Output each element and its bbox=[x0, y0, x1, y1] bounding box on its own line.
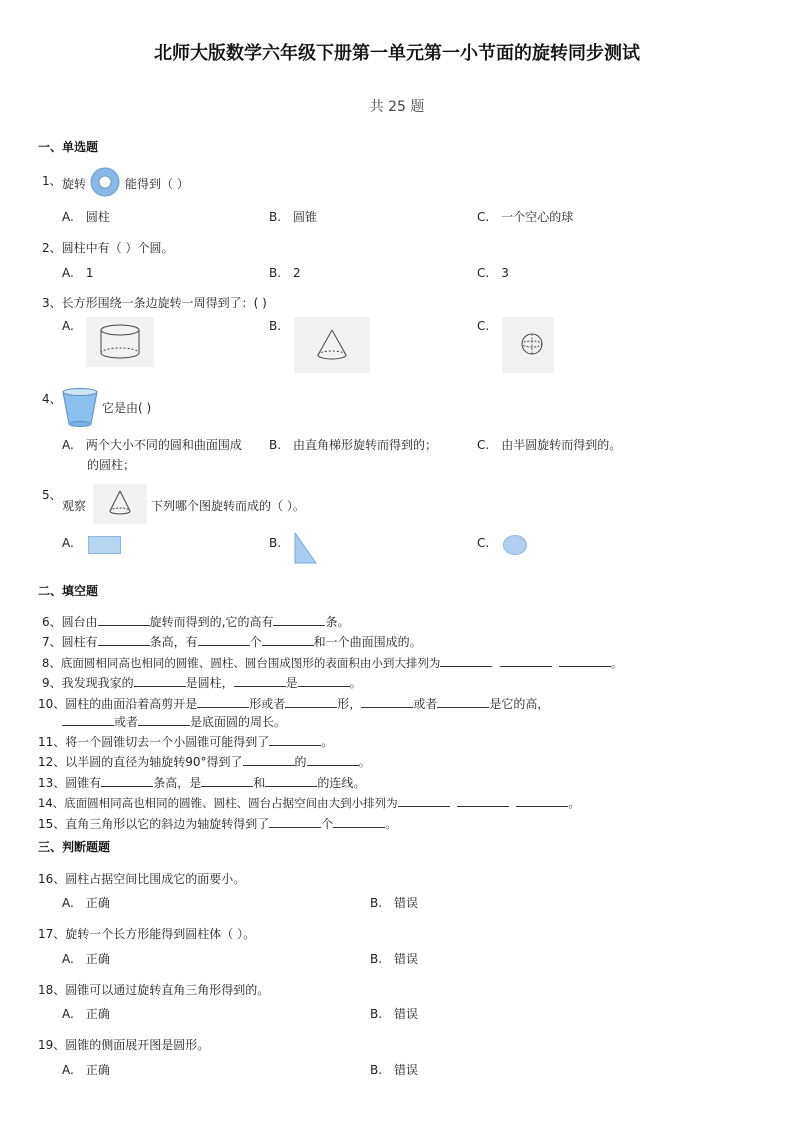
q5-text-pre: 观察 bbox=[62, 499, 87, 513]
answer-blank[interactable] bbox=[269, 815, 321, 828]
answer-blank[interactable] bbox=[361, 695, 413, 708]
question-count: 共 25 题 bbox=[369, 99, 425, 115]
q18-text: 18、圆锥可以通过旋转直角三角形得到的。 bbox=[38, 983, 270, 997]
q15: 15、直角三角形以它的斜边为轴旋转得到了 个 。 bbox=[38, 817, 398, 831]
answer-blank[interactable] bbox=[134, 674, 186, 687]
answer-blank[interactable] bbox=[516, 794, 568, 807]
q3-option-a[interactable]: A. bbox=[62, 319, 74, 333]
answer-blank[interactable] bbox=[269, 733, 321, 746]
answer-blank[interactable] bbox=[437, 695, 489, 708]
answer-blank[interactable] bbox=[98, 613, 150, 626]
q5-number: 5、 bbox=[42, 488, 62, 502]
answer-blank[interactable] bbox=[273, 613, 325, 626]
answer-blank[interactable] bbox=[265, 774, 317, 787]
q4-text-post: 它是由( ) bbox=[102, 401, 152, 415]
section-single-choice: 一、单选题 bbox=[38, 140, 99, 154]
answer-blank[interactable] bbox=[198, 633, 250, 646]
q4-option-a[interactable]: A. 两个大小不同的圆和曲面围成 bbox=[62, 438, 242, 452]
q19-text: 19、圆锥的侧面展开图是圆形。 bbox=[38, 1038, 210, 1052]
q13: 13、圆锥有 条高，是 和 的连线。 bbox=[38, 776, 366, 790]
frustum-figure bbox=[93, 484, 147, 524]
cone-figure bbox=[294, 317, 370, 373]
q3-text: 3、长方形围绕一条边旋转一周得到了：( ) bbox=[42, 296, 267, 310]
q4-option-b[interactable]: B. 由直角梯形旋转而得到的； bbox=[269, 438, 438, 452]
answer-blank[interactable] bbox=[398, 794, 450, 807]
q4-option-c[interactable]: C. 由半圆旋转而得到的。 bbox=[477, 438, 622, 452]
q17-option-a[interactable]: A. 正确 bbox=[62, 952, 110, 966]
section-fill-blank: 二、填空题 bbox=[38, 584, 99, 598]
cup-icon bbox=[61, 387, 99, 427]
q9: 9、我发现我家的 是圆柱， 是 。 bbox=[42, 676, 362, 690]
q6: 6、圆台由 旋转而得到的,它的高有 条。 bbox=[42, 615, 350, 629]
q1-text-post: 能得到（ ） bbox=[125, 177, 189, 191]
answer-blank[interactable] bbox=[559, 654, 611, 667]
q7: 7、圆柱有 条高，有 个 和一个曲面围成的。 bbox=[42, 635, 422, 649]
ring-icon bbox=[89, 166, 121, 198]
rectangle-shape bbox=[88, 536, 121, 554]
q10-cont: 或者 是底面圆的周长。 bbox=[62, 713, 286, 730]
answer-blank[interactable] bbox=[333, 815, 385, 828]
q3-option-c[interactable]: C. bbox=[477, 319, 490, 333]
answer-blank[interactable] bbox=[457, 794, 509, 807]
section-true-false: 三、判断题题 bbox=[38, 840, 111, 854]
q1-option-b[interactable]: B. 圆锥 bbox=[269, 210, 318, 224]
cylinder-figure bbox=[86, 317, 154, 367]
q4-number: 4、 bbox=[42, 392, 62, 406]
answer-blank[interactable] bbox=[285, 695, 337, 708]
answer-blank[interactable] bbox=[234, 674, 286, 687]
q11: 11、将一个圆锥切去一个小圆锥可能得到了 。 bbox=[38, 735, 334, 749]
q14: 14、底面圆相同高也相同的圆锥、圆柱、圆台占据空间由大到小排列为 。 bbox=[38, 796, 580, 810]
q1-text-pre: 旋转 bbox=[62, 177, 87, 191]
q16-text: 16、圆柱占据空间比围成它的面要小。 bbox=[38, 872, 246, 886]
answer-blank[interactable] bbox=[307, 753, 359, 766]
q2-option-a[interactable]: A. 1 bbox=[62, 266, 94, 280]
q16-option-b[interactable]: B. 错误 bbox=[370, 896, 419, 910]
q1-option-a[interactable]: A. 圆柱 bbox=[62, 210, 110, 224]
q1-number: 1、 bbox=[42, 174, 62, 188]
answer-blank[interactable] bbox=[440, 654, 492, 667]
q5-option-b[interactable]: B. bbox=[269, 536, 282, 550]
answer-blank[interactable] bbox=[98, 633, 150, 646]
answer-blank[interactable] bbox=[138, 713, 190, 726]
answer-blank[interactable] bbox=[243, 753, 295, 766]
answer-blank[interactable] bbox=[201, 774, 253, 787]
q4-option-a-cont: 的圆柱； bbox=[87, 458, 136, 472]
page-title: 北师大版数学六年级下册第一单元第一小节面的旋转同步测试 bbox=[154, 43, 640, 64]
q12: 12、以半圆的直径为轴旋转90°得到了 的 。 bbox=[38, 755, 371, 769]
answer-blank[interactable] bbox=[101, 774, 153, 787]
q1-option-c[interactable]: C. 一个空心的球 bbox=[477, 210, 574, 224]
q16-option-a[interactable]: A. 正确 bbox=[62, 896, 110, 910]
q19-option-b[interactable]: B. 错误 bbox=[370, 1063, 419, 1077]
answer-blank[interactable] bbox=[197, 695, 249, 708]
q5-text-post: 下列哪个图旋转而成的（ ）。 bbox=[151, 499, 305, 513]
q18-option-b[interactable]: B. 错误 bbox=[370, 1007, 419, 1021]
q18-option-a[interactable]: A. 正确 bbox=[62, 1007, 110, 1021]
answer-blank[interactable] bbox=[262, 633, 314, 646]
q17-text: 17、旋转一个长方形能得到圆柱体（ ）。 bbox=[38, 927, 256, 941]
answer-blank[interactable] bbox=[298, 674, 350, 687]
q17-option-b[interactable]: B. 错误 bbox=[370, 952, 419, 966]
q2-option-c[interactable]: C. 3 bbox=[477, 266, 509, 280]
q10: 10、圆柱的曲面沿着高剪开是 形或者 形， 或者 是它的高， bbox=[38, 697, 550, 711]
sphere-figure bbox=[502, 317, 554, 373]
q5-option-a[interactable]: A. bbox=[62, 536, 74, 550]
q2-text: 2、圆柱中有（ ）个圆。 bbox=[42, 241, 174, 255]
q8: 8、底面圆相同高也相同的圆锥、圆柱、圆台围成图形的表面积由小到大排列为 。 bbox=[42, 656, 623, 670]
right-triangle-shape bbox=[294, 532, 318, 564]
q3-option-b[interactable]: B. bbox=[269, 319, 282, 333]
q19-option-a[interactable]: A. 正确 bbox=[62, 1063, 110, 1077]
semicircle-shape bbox=[503, 535, 527, 555]
answer-blank[interactable] bbox=[500, 654, 552, 667]
q2-option-b[interactable]: B. 2 bbox=[269, 266, 301, 280]
answer-blank[interactable] bbox=[62, 713, 114, 726]
q5-option-c[interactable]: C. bbox=[477, 536, 490, 550]
